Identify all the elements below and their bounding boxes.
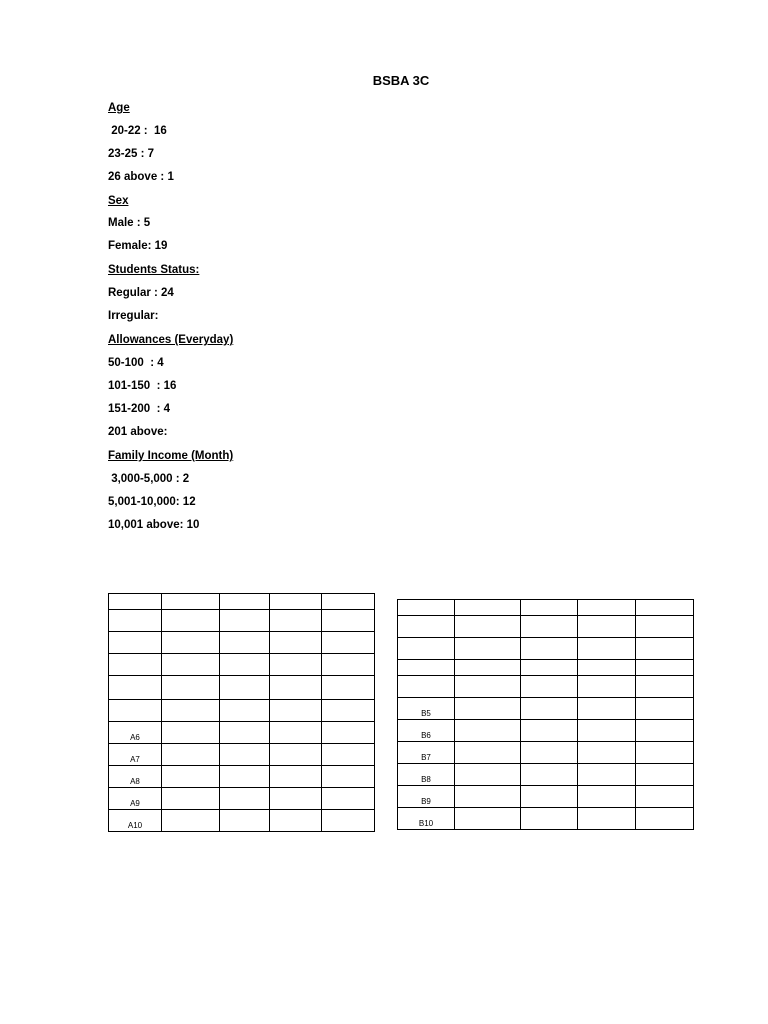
table-cell [322, 610, 375, 632]
table-cell [578, 720, 636, 742]
table-row [109, 788, 375, 810]
table-cell [322, 788, 375, 810]
table-cell [455, 742, 521, 764]
tally-table-a [108, 593, 375, 832]
table-cell [162, 700, 220, 722]
summary-line: Female: 19 [108, 240, 168, 252]
table-cell [455, 786, 521, 808]
summary-line: 23-25 : 7 [108, 148, 155, 160]
table-cell [636, 742, 694, 764]
table-cell [162, 766, 220, 788]
table-cell [270, 700, 322, 722]
table-cell [162, 722, 220, 744]
table-cell [578, 676, 636, 698]
table-row [109, 632, 375, 654]
row-label-cell [109, 766, 162, 788]
table-cell [162, 654, 220, 676]
table-cell [521, 808, 578, 830]
table-cell [322, 722, 375, 744]
table-cell [578, 764, 636, 786]
row-label-cell [109, 810, 162, 832]
table-row [109, 744, 375, 766]
table-cell [455, 676, 521, 698]
table-row [109, 810, 375, 832]
table-cell [270, 788, 322, 810]
table-cell [322, 700, 375, 722]
row-label-cell [109, 632, 162, 654]
table-cell [636, 720, 694, 742]
table-cell [636, 616, 694, 638]
table-row [109, 654, 375, 676]
table-cell [220, 654, 270, 676]
table-cell [636, 764, 694, 786]
table-row [398, 720, 694, 742]
row-label-cell [398, 638, 455, 660]
summary-line: Regular : 24 [108, 287, 174, 299]
table-cell [220, 810, 270, 832]
summary-line: 5,001-10,000: 12 [108, 496, 196, 508]
table-row [398, 742, 694, 764]
table-cell [521, 600, 578, 616]
summary-line: 101-150 : 16 [108, 380, 177, 392]
table-cell [162, 594, 220, 610]
table-cell [636, 600, 694, 616]
table-cell [270, 610, 322, 632]
table-cell [578, 600, 636, 616]
row-label-cell [398, 600, 455, 616]
table-cell [162, 610, 220, 632]
row-label-cell [109, 676, 162, 700]
table-cell [162, 632, 220, 654]
summary-line: 10,001 above: 10 [108, 519, 200, 531]
row-label-cell [398, 660, 455, 676]
table-cell [270, 722, 322, 744]
table-cell [578, 616, 636, 638]
row-label-cell [398, 786, 455, 808]
row-label-cell [398, 698, 455, 720]
table-cell [455, 660, 521, 676]
table-cell [578, 808, 636, 830]
table-cell [455, 698, 521, 720]
row-label-cell [109, 700, 162, 722]
table-row [109, 610, 375, 632]
summary-line: 151-200 : 4 [108, 403, 171, 415]
table-cell [636, 808, 694, 830]
table-cell [521, 698, 578, 720]
table-row [398, 764, 694, 786]
table-cell [220, 744, 270, 766]
table-cell [521, 720, 578, 742]
row-label: B5 [421, 709, 431, 718]
table-cell [270, 654, 322, 676]
table-cell [578, 660, 636, 676]
table-cell [521, 616, 578, 638]
summary-line: 20-22 : 16 [108, 125, 167, 137]
table-cell [220, 700, 270, 722]
row-label: A9 [130, 799, 140, 808]
table-cell [521, 638, 578, 660]
row-label-cell [398, 616, 455, 638]
row-label-cell [398, 808, 455, 830]
summary-line: Male : 5 [108, 217, 151, 229]
summary-line: 26 above : 1 [108, 171, 174, 183]
table-cell [636, 660, 694, 676]
summary-line: Irregular: [108, 310, 159, 322]
table-row [398, 786, 694, 808]
table-row [109, 594, 375, 610]
table-cell [521, 742, 578, 764]
summary-line: 201 above: [108, 426, 168, 438]
table-row [109, 722, 375, 744]
table-cell [521, 764, 578, 786]
row-label: B6 [421, 731, 431, 740]
table-cell [270, 632, 322, 654]
table-row [109, 676, 375, 700]
table-row [398, 808, 694, 830]
table-row [398, 600, 694, 616]
tally-table-b [397, 599, 694, 830]
table-row [109, 700, 375, 722]
table-row [398, 698, 694, 720]
row-label-cell [398, 742, 455, 764]
table-cell [270, 766, 322, 788]
row-label-cell [109, 788, 162, 810]
table-cell [636, 638, 694, 660]
row-label: A10 [127, 821, 143, 830]
table-cell [578, 698, 636, 720]
document-title: BSBA 3C [372, 73, 430, 88]
table-cell [578, 638, 636, 660]
table-cell [322, 632, 375, 654]
table-cell [455, 600, 521, 616]
table-cell [578, 742, 636, 764]
row-label-cell [109, 594, 162, 610]
row-label-cell [109, 610, 162, 632]
section-heading: Students Status: [108, 264, 200, 276]
table-cell [521, 786, 578, 808]
table-cell [220, 610, 270, 632]
row-label-cell [109, 654, 162, 676]
table-cell [455, 616, 521, 638]
table-cell [220, 766, 270, 788]
table-cell [322, 766, 375, 788]
row-label: B7 [421, 753, 431, 762]
table-cell [162, 810, 220, 832]
table-cell [162, 744, 220, 766]
table-cell [455, 764, 521, 786]
row-label-cell [398, 764, 455, 786]
table-cell [636, 676, 694, 698]
table-cell [578, 786, 636, 808]
section-heading: Age [108, 102, 130, 114]
table-cell [220, 722, 270, 744]
table-cell [162, 788, 220, 810]
table-cell [322, 594, 375, 610]
table-row [398, 660, 694, 676]
summary-line: 3,000-5,000 : 2 [108, 473, 190, 485]
row-label: B9 [421, 797, 431, 806]
row-label: A7 [130, 755, 140, 764]
table-cell [455, 808, 521, 830]
table-cell [220, 594, 270, 610]
table-cell [220, 676, 270, 700]
table-cell [270, 810, 322, 832]
section-heading: Family Income (Month) [108, 450, 234, 462]
table-cell [636, 786, 694, 808]
table-cell [322, 676, 375, 700]
table-cell [220, 788, 270, 810]
row-label: B10 [418, 819, 434, 828]
summary-line: 50-100 : 4 [108, 357, 164, 369]
table-row [398, 638, 694, 660]
row-label: B8 [421, 775, 431, 784]
table-cell [455, 638, 521, 660]
row-label: A6 [130, 733, 140, 742]
table-cell [636, 698, 694, 720]
table-row [109, 766, 375, 788]
table-cell [220, 632, 270, 654]
table-cell [162, 676, 220, 700]
section-heading: Sex [108, 195, 129, 207]
table-cell [322, 810, 375, 832]
table-cell [521, 676, 578, 698]
table-cell [521, 660, 578, 676]
table-row [398, 616, 694, 638]
row-label-cell [109, 744, 162, 766]
row-label-cell [109, 722, 162, 744]
table-row [398, 676, 694, 698]
table-cell [322, 744, 375, 766]
table-cell [322, 654, 375, 676]
row-label-cell [398, 676, 455, 698]
row-label-cell [398, 720, 455, 742]
row-label: A8 [130, 777, 140, 786]
table-cell [270, 594, 322, 610]
table-cell [270, 744, 322, 766]
table-cell [455, 720, 521, 742]
section-heading: Allowances (Everyday) [108, 334, 234, 346]
table-cell [270, 676, 322, 700]
